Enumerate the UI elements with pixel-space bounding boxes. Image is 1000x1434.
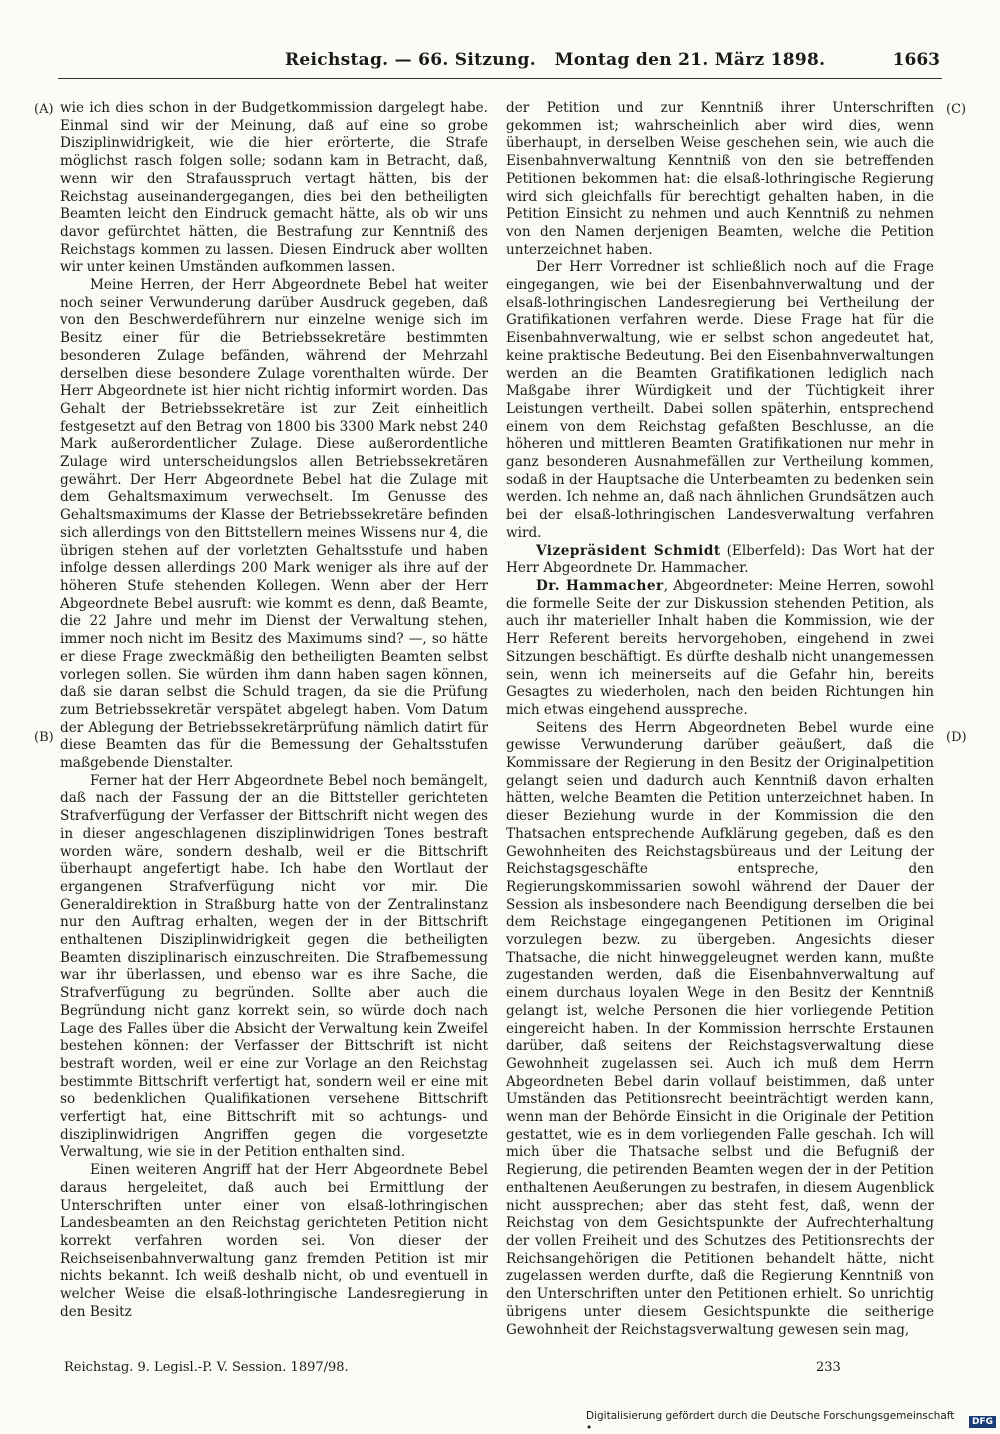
paragraph: der Petition und zur Kenntniß ihrer Unterschriften gekommen ist; wahrscheinlich aber wird dies, wenn überhaupt, in derselben Weise geschehen sein, wie auch die Eisenbahnverwaltung Kenntniß von den sie betreffenden Petitionen bekommen hat: die elsaß-lothringische Regierung wird sich gleichfalls für berechtigt gehalten haben, in die Petition Einsicht zu nehmen und auch Kenntniß zu nehmen von den Namen derjenigen Beamten, welche die Petition unterzeichnet haben. xyxy=(506,100,934,258)
speaker-name: Dr. Hammacher xyxy=(536,577,664,594)
paragraph: wie ich dies schon in der Budgetkommission dargelegt habe. Einmal sind wir der Meinung, daß auf eine so grobe Disziplinwidrigkeit, wie die hier erörterte, die Strafe möglichst rasch folgen solle; sodann kam in Betracht, daß, wenn wir den Strafausspruch vertagt hätten, bis der Reichstag auseinandergegangen, dies bei den betheiligten Beamten leicht den Eindruck gemacht hätte, als ob wir uns davor gefürchtet hätten, die Bestrafung zur Kenntniß des Reichstags kommen zu lassen. Diesen Eindruck aber wollten wir unter keinen Umständen aufkommen lassen. xyxy=(60,100,488,276)
paragraph: Der Herr Vorredner ist schließlich noch auf die Frage eingegangen, wie bei der Eisenbahnverwaltung und der elsaß-lothringischen Landesregierung bei Vertheilung der Gratifikationen verfahren werde. Diese Frage hat für die Eisenbahnverwaltung, wie er selbst schon angedeutet hat, keine praktische Bedeutung. Bei den Eisenbahnverwaltungen werden an die Beamten Gratifikationen lediglich nach Maßgabe ihrer Würdigkeit und der Tüchtigkeit ihrer Leistungen vertheilt. Dabei sollen späterhin, entsprechend einem von dem Reichstag gefaßten Beschlusse, an die höheren und mittleren Beamten Gratifikationen nur mehr in ganz besonderen Ausnahmefällen zur Vertheilung kommen, sodaß in der Hauptsache die Unterbeamten zu bedenken sein werden. Ich nehme an, daß nach ähnlichen Grundsätzen auch bei der elsaß-lothringischen Landesverwaltung verfahren wird. xyxy=(506,259,934,541)
speaker-text: (Elberfeld): Das Wort hat der Herr Abgeordnete Dr. Hammacher. xyxy=(506,542,934,577)
speaker-name: Vizepräsident Schmidt xyxy=(536,542,721,559)
footer-signature: 233 xyxy=(816,1360,841,1375)
margin-mark-c: (C) xyxy=(946,102,967,117)
margin-mark-b: (B) xyxy=(34,730,54,745)
dfg-credit-text: Digitalisierung gefördert durch die Deutsche Forschungsgemeinschaft • xyxy=(586,1410,955,1434)
paragraph: Meine Herren, der Herr Abgeordnete Bebel hat weiter noch seiner Verwunderung darüber Ausdruck gegeben, daß von den Beschwerdeführern nur einzelne wenige sich im Besitz einer für die Betriebssekretäre bestimmten besonderen Zulage befänden, während der Mehrzahl derselben diese besondere Zulage vorenthalten würde. Der Herr Abgeordnete ist hier nicht richtig informirt worden. Das Gehalt der Betriebssekretäre ist zur Zeit einheitlich festgesetzt auf den Betrag von 1800 bis 3300 Mark nebst 240 Mark außerordentlicher Zulage. Diese außerordentliche Zulage wird unterscheidungslos allen Betriebssekretären gewährt. Der Herr Abgeordnete Bebel hat die Zulage mit dem Gehaltsmaximum verwechselt. Im Genusse des Gehaltsmaximums der Klasse der Betriebssekretäre befinden sich allerdings von den Bittstellern meines Wissens nur 4, die übrigen stehen auf der vorletzten Gehaltsstufe und haben infolge dessen allerdings 200 Mark weniger als ihre auf der höheren Stufe stehenden Kollegen. Wenn aber der Herr Abgeordnete Bebel ausruft: wie kommt es denn, daß Beamte, die 22 Jahre und mehr im Dienst der Verwaltung stehen, immer noch nicht im Besitz des Maximums sind? —, so hätte er diese Frage zweckmäßig den betheiligten Beamten selbst vorlegen sollen. Sie würden ihm dann haben sagen können, daß sie daran selbst die Schuld tragen, da sie die Prüfung zum Betriebssekretär verspätet abgelegt haben. Vom Datum der Ablegung der Betriebssekretärprüfung nämlich datirt für diese Beamten das für die Bemessung der Gehaltsstufen maßgebende Dienstalter. xyxy=(60,277,488,772)
header-title: Reichstag. — 66. Sitzung. Montag den 21. März 1898. xyxy=(285,50,826,70)
speaker-paragraph xyxy=(506,543,934,578)
footer-session: Reichstag. 9. Legisl.-P. V. Session. 1897/98. xyxy=(64,1360,349,1375)
left-column xyxy=(60,100,488,1350)
right-column xyxy=(506,100,934,1345)
margin-mark-d: (D) xyxy=(946,730,967,745)
speaker-paragraph xyxy=(506,578,934,720)
dfg-credit xyxy=(586,1412,996,1432)
header-rule xyxy=(58,78,942,79)
running-header xyxy=(60,50,940,80)
margin-mark-a: (A) xyxy=(34,102,54,117)
paragraph: Seitens des Herrn Abgeordneten Bebel wurde eine gewisse Verwunderung darüber geäußert, daß die Kommissare der Regierung in den Besitz der Originalpetition gelangt seien und dadurch auch Kenntniß davon erhalten hätten, welche Beamten die Petition unterzeichnet haben. In dieser Beziehung wurde in der Kommission die den Thatsachen entsprechende Aufklärung gegeben, daß es den Gewohnheiten des Reichstagsbüreaus und der Leitung der Reichstagsgeschäfte entspreche, den Regierungskommissarien sowohl während der Dauer der Session als insbesondere nach Beendigung derselben die bei dem Reichstage eingegangenen Petitionen im Original vorzulegen bezw. zu übergeben. Angesichts dieser Thatsache, die nicht hinweggeleugnet werden kann, mußte zugestanden werden, daß die Eisenbahnverwaltung auf einem durchaus loyalen Wege in den Besitz der Kenntniß gelangt ist, welche Personen die hier vorliegende Petition eingereicht haben. In der Kommission herrschte Erstaunen darüber, daß seitens der Reichstagsverwaltung diese Gewohnheit zugelassen sei. Auch ich muß dem Herrn Abgeordneten Bebel darin vollauf beistimmen, daß unter Umständen das Petitionsrecht beeinträchtigt werden kann, wenn man der Behörde Einsicht in die Originale der Petition gestattet, wie es in dem vorliegenden Falle geschah. Ich will mich über die Thatsache selbst und die Befugniß der Regierung, die petirenden Beamten wegen der in der Petition enthaltenen Aeußerungen zu bestrafen, in diesem Augenblick nicht aussprechen; aber das steht fest, daß, wenn der Reichstag von dem Gesichtspunkte der Aufrechterhaltung der vollen Freiheit und des Schutzes des Petitionsrechts der Reichsangehörigen die Petitionen behandelt hätte, nicht zugelassen werden durfte, daß die Regierung Kenntniß von den Unterschriften unter den Petitionen erhielt. So unrichtig übrigens unter diesem Gesichtspunkte die seitherige Gewohnheit der Reichstagsverwaltung gewesen sein mag, xyxy=(506,719,934,1338)
speaker-text: , Abgeordneter: Meine Herren, sowohl die formelle Seite der zur Diskussion stehenden Petition, als auch ihr materieller Inhalt haben die Kommission, wie der Herr Referent bereits hervorgehoben, eingehend in zwei Sitzungen beschäftigt. Es dürfte deshalb nicht unangemessen sein, wenn ich meinerseits auf die Gefahr hin, bereits Gesagtes zu wiederholen, nach den beiden Richtungen hin mich etwas eingehend ausspreche. xyxy=(506,577,934,718)
dfg-logo: DFG xyxy=(969,1416,996,1428)
page-number: 1663 xyxy=(892,50,940,70)
paragraph: Einen weiteren Angriff hat der Herr Abgeordnete Bebel daraus hergeleitet, daß auch bei Ermittlung der Unterschriften unter einer von elsaß-lothringischen Landesbeamten an den Reichstag gerichteten Petition nicht korrekt verfahren worden sei. Von dieser der Reichseisenbahnverwaltung ganz fremden Petition ist mir nichts bekannt. Ich weiß deshalb nicht, ob und eventuell in welcher Weise die elsaß-lothringische Landesregierung in den Besitz xyxy=(60,1162,488,1320)
paragraph: Ferner hat der Herr Abgeordnete Bebel noch bemängelt, daß nach der Fassung der an die Bittsteller gerichteten Strafverfügung der Verfasser der Bittschrift nicht wegen des in dieser angeschlagenen disziplinwidrigen Tones bestraft worden wäre, sondern deshalb, weil er die Bittschrift überhaupt angefertigt habe. Ich habe den Wortlaut der ergangenen Strafverfügung nicht vor mir. Die Generaldirektion in Straßburg hatte von der Zentralinstanz nur den Auftrag erhalten, wegen der in der Bittschrift enthaltenen Disziplinwidrigkeit gegen die betheiligten Beamten disziplinarisch einzuschreiten. Die Strafbemessung war ihr überlassen, und ebenso war es ihre Sache, die Strafverfügung zu begründen. Sollte aber auch die Begründung nicht ganz korrekt sein, so würde doch nach Lage des Falles über die Absicht der Verwaltung kein Zweifel bestehen können: der Verfasser der Bittschrift ist nicht bestraft worden, weil er eine zur Vorlage an den Reichstag bestimmte Bittschrift verfertigt hat, sondern weil er eine mit so bedenklichen Qualifikationen versehene Bittschrift verfertigt hat, eine Bittschrift mit so achtungs- und disziplinwidrigen Angriffen gegen die vorgesetzte Verwaltung, wie sie in der Petition enthalten sind. xyxy=(60,772,488,1161)
